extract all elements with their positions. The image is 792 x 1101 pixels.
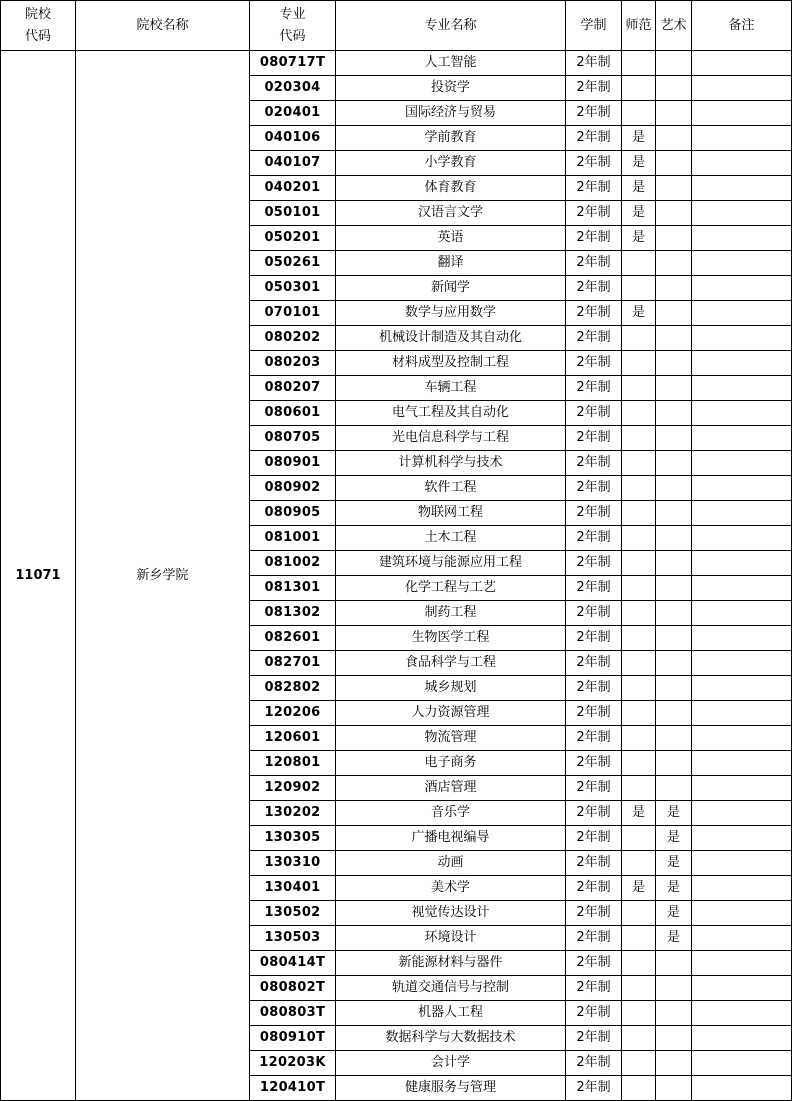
major-code-cell: 020401 <box>250 101 336 126</box>
major-code-cell: 130401 <box>250 876 336 901</box>
major-name-cell: 制药工程 <box>336 601 566 626</box>
art-flag-cell <box>656 626 692 651</box>
art-flag-cell <box>656 76 692 101</box>
remark-cell <box>692 301 792 326</box>
remark-cell <box>692 76 792 101</box>
major-name-cell: 生物医学工程 <box>336 626 566 651</box>
duration-cell: 2年制 <box>566 926 622 951</box>
remark-cell <box>692 701 792 726</box>
art-flag-cell <box>656 176 692 201</box>
remark-cell <box>692 926 792 951</box>
remark-cell <box>692 876 792 901</box>
art-flag-cell <box>656 426 692 451</box>
major-name-cell: 土木工程 <box>336 526 566 551</box>
header-art: 艺术 <box>656 1 692 51</box>
art-flag-cell <box>656 201 692 226</box>
duration-cell: 2年制 <box>566 276 622 301</box>
major-code-cell: 080902 <box>250 476 336 501</box>
normal-flag-cell <box>622 676 656 701</box>
art-flag-cell <box>656 751 692 776</box>
art-flag-cell: 是 <box>656 901 692 926</box>
major-name-cell: 小学教育 <box>336 151 566 176</box>
normal-flag-cell <box>622 951 656 976</box>
major-name-cell: 车辆工程 <box>336 376 566 401</box>
major-name-cell: 光电信息科学与工程 <box>336 426 566 451</box>
art-flag-cell <box>656 601 692 626</box>
normal-flag-cell <box>622 1026 656 1051</box>
art-flag-cell <box>656 501 692 526</box>
major-code-cell: 080414T <box>250 951 336 976</box>
normal-flag-cell <box>622 851 656 876</box>
duration-cell: 2年制 <box>566 826 622 851</box>
major-name-cell: 环境设计 <box>336 926 566 951</box>
normal-flag-cell <box>622 51 656 76</box>
art-flag-cell: 是 <box>656 826 692 851</box>
major-code-cell: 080802T <box>250 976 336 1001</box>
normal-flag-cell: 是 <box>622 176 656 201</box>
duration-cell: 2年制 <box>566 976 622 1001</box>
duration-cell: 2年制 <box>566 576 622 601</box>
art-flag-cell: 是 <box>656 801 692 826</box>
major-name-cell: 物流管理 <box>336 726 566 751</box>
art-flag-cell <box>656 301 692 326</box>
major-code-cell: 080901 <box>250 451 336 476</box>
major-name-cell: 体育教育 <box>336 176 566 201</box>
normal-flag-cell <box>622 526 656 551</box>
art-flag-cell <box>656 701 692 726</box>
normal-flag-cell <box>622 1051 656 1076</box>
major-code-cell: 080207 <box>250 376 336 401</box>
normal-flag-cell <box>622 901 656 926</box>
duration-cell: 2年制 <box>566 201 622 226</box>
normal-flag-cell <box>622 251 656 276</box>
major-code-cell: 080803T <box>250 1001 336 1026</box>
normal-flag-cell: 是 <box>622 126 656 151</box>
duration-cell: 2年制 <box>566 751 622 776</box>
duration-cell: 2年制 <box>566 601 622 626</box>
major-name-cell: 物联网工程 <box>336 501 566 526</box>
art-flag-cell <box>656 776 692 801</box>
art-flag-cell <box>656 326 692 351</box>
major-name-cell: 酒店管理 <box>336 776 566 801</box>
normal-flag-cell <box>622 776 656 801</box>
remark-cell <box>692 776 792 801</box>
art-flag-cell <box>656 151 692 176</box>
remark-cell <box>692 826 792 851</box>
art-flag-cell: 是 <box>656 851 692 876</box>
normal-flag-cell <box>622 76 656 101</box>
major-name-cell: 数据科学与大数据技术 <box>336 1026 566 1051</box>
duration-cell: 2年制 <box>566 701 622 726</box>
major-code-cell: 050201 <box>250 226 336 251</box>
duration-cell: 2年制 <box>566 226 622 251</box>
normal-flag-cell <box>622 651 656 676</box>
remark-cell <box>692 851 792 876</box>
art-flag-cell <box>656 526 692 551</box>
art-flag-cell <box>656 376 692 401</box>
major-name-cell: 软件工程 <box>336 476 566 501</box>
header-school-code: 院校代码 <box>1 1 76 51</box>
major-name-cell: 动画 <box>336 851 566 876</box>
art-flag-cell <box>656 1026 692 1051</box>
duration-cell: 2年制 <box>566 76 622 101</box>
major-name-cell: 电子商务 <box>336 751 566 776</box>
remark-cell <box>692 201 792 226</box>
art-flag-cell <box>656 101 692 126</box>
major-name-cell: 人力资源管理 <box>336 701 566 726</box>
duration-cell: 2年制 <box>566 876 622 901</box>
header-normal: 师范 <box>622 1 656 51</box>
major-name-cell: 会计学 <box>336 1051 566 1076</box>
art-flag-cell <box>656 1001 692 1026</box>
normal-flag-cell <box>622 551 656 576</box>
normal-flag-cell <box>622 476 656 501</box>
remark-cell <box>692 501 792 526</box>
major-name-cell: 汉语言文学 <box>336 201 566 226</box>
art-flag-cell <box>656 351 692 376</box>
remark-cell <box>692 726 792 751</box>
duration-cell: 2年制 <box>566 476 622 501</box>
duration-cell: 2年制 <box>566 126 622 151</box>
header-major-name: 专业名称 <box>336 1 566 51</box>
duration-cell: 2年制 <box>566 251 622 276</box>
major-name-cell: 建筑环境与能源应用工程 <box>336 551 566 576</box>
major-code-cell: 120801 <box>250 751 336 776</box>
duration-cell: 2年制 <box>566 551 622 576</box>
remark-cell <box>692 451 792 476</box>
major-name-cell: 计算机科学与技术 <box>336 451 566 476</box>
remark-cell <box>692 351 792 376</box>
normal-flag-cell: 是 <box>622 226 656 251</box>
duration-cell: 2年制 <box>566 501 622 526</box>
table-row <box>1 51 792 76</box>
remark-cell <box>692 376 792 401</box>
major-name-cell: 新能源材料与器件 <box>336 951 566 976</box>
major-code-cell: 082802 <box>250 676 336 701</box>
major-code-cell: 080203 <box>250 351 336 376</box>
remark-cell <box>692 176 792 201</box>
remark-cell <box>692 626 792 651</box>
art-flag-cell: 是 <box>656 876 692 901</box>
header-school-name: 院校名称 <box>76 1 250 51</box>
major-code-cell: 130502 <box>250 901 336 926</box>
header-duration: 学制 <box>566 1 622 51</box>
normal-flag-cell <box>622 701 656 726</box>
duration-cell: 2年制 <box>566 901 622 926</box>
remark-cell <box>692 901 792 926</box>
major-code-cell: 130202 <box>250 801 336 826</box>
major-name-cell: 材料成型及控制工程 <box>336 351 566 376</box>
major-code-cell: 120203K <box>250 1051 336 1076</box>
art-flag-cell <box>656 951 692 976</box>
major-name-cell: 数学与应用数学 <box>336 301 566 326</box>
school-name-cell: 新乡学院 <box>76 51 250 1101</box>
major-name-cell: 新闻学 <box>336 276 566 301</box>
major-code-cell: 050101 <box>250 201 336 226</box>
duration-cell: 2年制 <box>566 1076 622 1101</box>
normal-flag-cell <box>622 1001 656 1026</box>
normal-flag-cell: 是 <box>622 876 656 901</box>
art-flag-cell <box>656 726 692 751</box>
remark-cell <box>692 651 792 676</box>
art-flag-cell <box>656 651 692 676</box>
major-code-cell: 080910T <box>250 1026 336 1051</box>
remark-cell <box>692 526 792 551</box>
art-flag-cell <box>656 476 692 501</box>
major-name-cell: 音乐学 <box>336 801 566 826</box>
normal-flag-cell <box>622 326 656 351</box>
major-code-cell: 050261 <box>250 251 336 276</box>
normal-flag-cell: 是 <box>622 801 656 826</box>
remark-cell <box>692 601 792 626</box>
art-flag-cell <box>656 576 692 601</box>
major-name-cell: 人工智能 <box>336 51 566 76</box>
art-flag-cell <box>656 551 692 576</box>
major-name-cell: 轨道交通信号与控制 <box>336 976 566 1001</box>
major-code-cell: 070101 <box>250 301 336 326</box>
header-row <box>1 1 792 51</box>
art-flag-cell <box>656 676 692 701</box>
major-code-cell: 040201 <box>250 176 336 201</box>
header-remark: 备注 <box>692 1 792 51</box>
remark-cell <box>692 976 792 1001</box>
remark-cell <box>692 676 792 701</box>
major-code-cell: 082601 <box>250 626 336 651</box>
major-code-cell: 130310 <box>250 851 336 876</box>
major-code-cell: 080717T <box>250 51 336 76</box>
normal-flag-cell <box>622 751 656 776</box>
art-flag-cell <box>656 276 692 301</box>
normal-flag-cell <box>622 351 656 376</box>
remark-cell <box>692 751 792 776</box>
remark-cell <box>692 426 792 451</box>
major-code-cell: 020304 <box>250 76 336 101</box>
major-name-cell: 健康服务与管理 <box>336 1076 566 1101</box>
normal-flag-cell <box>622 401 656 426</box>
duration-cell: 2年制 <box>566 51 622 76</box>
normal-flag-cell: 是 <box>622 301 656 326</box>
duration-cell: 2年制 <box>566 376 622 401</box>
remark-cell <box>692 51 792 76</box>
major-code-cell: 080202 <box>250 326 336 351</box>
major-code-cell: 081302 <box>250 601 336 626</box>
major-code-cell: 040106 <box>250 126 336 151</box>
art-flag-cell <box>656 451 692 476</box>
major-code-cell: 081301 <box>250 576 336 601</box>
normal-flag-cell <box>622 1076 656 1101</box>
major-name-cell: 学前教育 <box>336 126 566 151</box>
major-name-cell: 英语 <box>336 226 566 251</box>
art-flag-cell <box>656 51 692 76</box>
remark-cell <box>692 551 792 576</box>
header-major-code: 专业代码 <box>250 1 336 51</box>
major-name-cell: 视觉传达设计 <box>336 901 566 926</box>
normal-flag-cell <box>622 501 656 526</box>
art-flag-cell <box>656 251 692 276</box>
remark-cell <box>692 476 792 501</box>
normal-flag-cell <box>622 276 656 301</box>
major-code-cell: 081002 <box>250 551 336 576</box>
duration-cell: 2年制 <box>566 626 622 651</box>
major-code-cell: 081001 <box>250 526 336 551</box>
major-code-cell: 080905 <box>250 501 336 526</box>
duration-cell: 2年制 <box>566 651 622 676</box>
remark-cell <box>692 1001 792 1026</box>
major-name-cell: 食品科学与工程 <box>336 651 566 676</box>
major-code-cell: 120410T <box>250 1076 336 1101</box>
normal-flag-cell <box>622 601 656 626</box>
duration-cell: 2年制 <box>566 951 622 976</box>
remark-cell <box>692 326 792 351</box>
remark-cell <box>692 226 792 251</box>
duration-cell: 2年制 <box>566 301 622 326</box>
normal-flag-cell <box>622 726 656 751</box>
art-flag-cell <box>656 126 692 151</box>
major-code-cell: 120206 <box>250 701 336 726</box>
normal-flag-cell <box>622 376 656 401</box>
major-code-cell: 082701 <box>250 651 336 676</box>
remark-cell <box>692 401 792 426</box>
duration-cell: 2年制 <box>566 351 622 376</box>
duration-cell: 2年制 <box>566 776 622 801</box>
duration-cell: 2年制 <box>566 726 622 751</box>
remark-cell <box>692 1026 792 1051</box>
normal-flag-cell <box>622 101 656 126</box>
duration-cell: 2年制 <box>566 151 622 176</box>
school-code-cell: 11071 <box>1 51 76 1101</box>
duration-cell: 2年制 <box>566 1026 622 1051</box>
major-name-cell: 国际经济与贸易 <box>336 101 566 126</box>
major-code-cell: 120902 <box>250 776 336 801</box>
normal-flag-cell <box>622 626 656 651</box>
major-code-cell: 050301 <box>250 276 336 301</box>
major-name-cell: 电气工程及其自动化 <box>336 401 566 426</box>
duration-cell: 2年制 <box>566 1001 622 1026</box>
duration-cell: 2年制 <box>566 526 622 551</box>
major-name-cell: 城乡规划 <box>336 676 566 701</box>
major-name-cell: 机械设计制造及其自动化 <box>336 326 566 351</box>
art-flag-cell <box>656 976 692 1001</box>
duration-cell: 2年制 <box>566 176 622 201</box>
art-flag-cell <box>656 401 692 426</box>
normal-flag-cell <box>622 576 656 601</box>
remark-cell <box>692 951 792 976</box>
duration-cell: 2年制 <box>566 801 622 826</box>
art-flag-cell: 是 <box>656 926 692 951</box>
major-code-cell: 130503 <box>250 926 336 951</box>
normal-flag-cell <box>622 926 656 951</box>
normal-flag-cell <box>622 976 656 1001</box>
remark-cell <box>692 101 792 126</box>
art-flag-cell <box>656 1076 692 1101</box>
remark-cell <box>692 1076 792 1101</box>
duration-cell: 2年制 <box>566 451 622 476</box>
duration-cell: 2年制 <box>566 426 622 451</box>
major-code-cell: 040107 <box>250 151 336 176</box>
remark-cell <box>692 1051 792 1076</box>
duration-cell: 2年制 <box>566 101 622 126</box>
remark-cell <box>692 126 792 151</box>
major-code-cell: 080705 <box>250 426 336 451</box>
duration-cell: 2年制 <box>566 676 622 701</box>
normal-flag-cell <box>622 826 656 851</box>
major-code-cell: 120601 <box>250 726 336 751</box>
normal-flag-cell <box>622 451 656 476</box>
major-name-cell: 机器人工程 <box>336 1001 566 1026</box>
normal-flag-cell: 是 <box>622 151 656 176</box>
duration-cell: 2年制 <box>566 851 622 876</box>
art-flag-cell <box>656 226 692 251</box>
major-name-cell: 美术学 <box>336 876 566 901</box>
remark-cell <box>692 576 792 601</box>
normal-flag-cell: 是 <box>622 201 656 226</box>
major-name-cell: 广播电视编导 <box>336 826 566 851</box>
art-flag-cell <box>656 1051 692 1076</box>
remark-cell <box>692 251 792 276</box>
major-name-cell: 投资学 <box>336 76 566 101</box>
duration-cell: 2年制 <box>566 401 622 426</box>
major-code-cell: 080601 <box>250 401 336 426</box>
normal-flag-cell <box>622 426 656 451</box>
major-name-cell: 翻译 <box>336 251 566 276</box>
duration-cell: 2年制 <box>566 326 622 351</box>
major-name-cell: 化学工程与工艺 <box>336 576 566 601</box>
remark-cell <box>692 276 792 301</box>
remark-cell <box>692 151 792 176</box>
major-code-cell: 130305 <box>250 826 336 851</box>
duration-cell: 2年制 <box>566 1051 622 1076</box>
remark-cell <box>692 801 792 826</box>
